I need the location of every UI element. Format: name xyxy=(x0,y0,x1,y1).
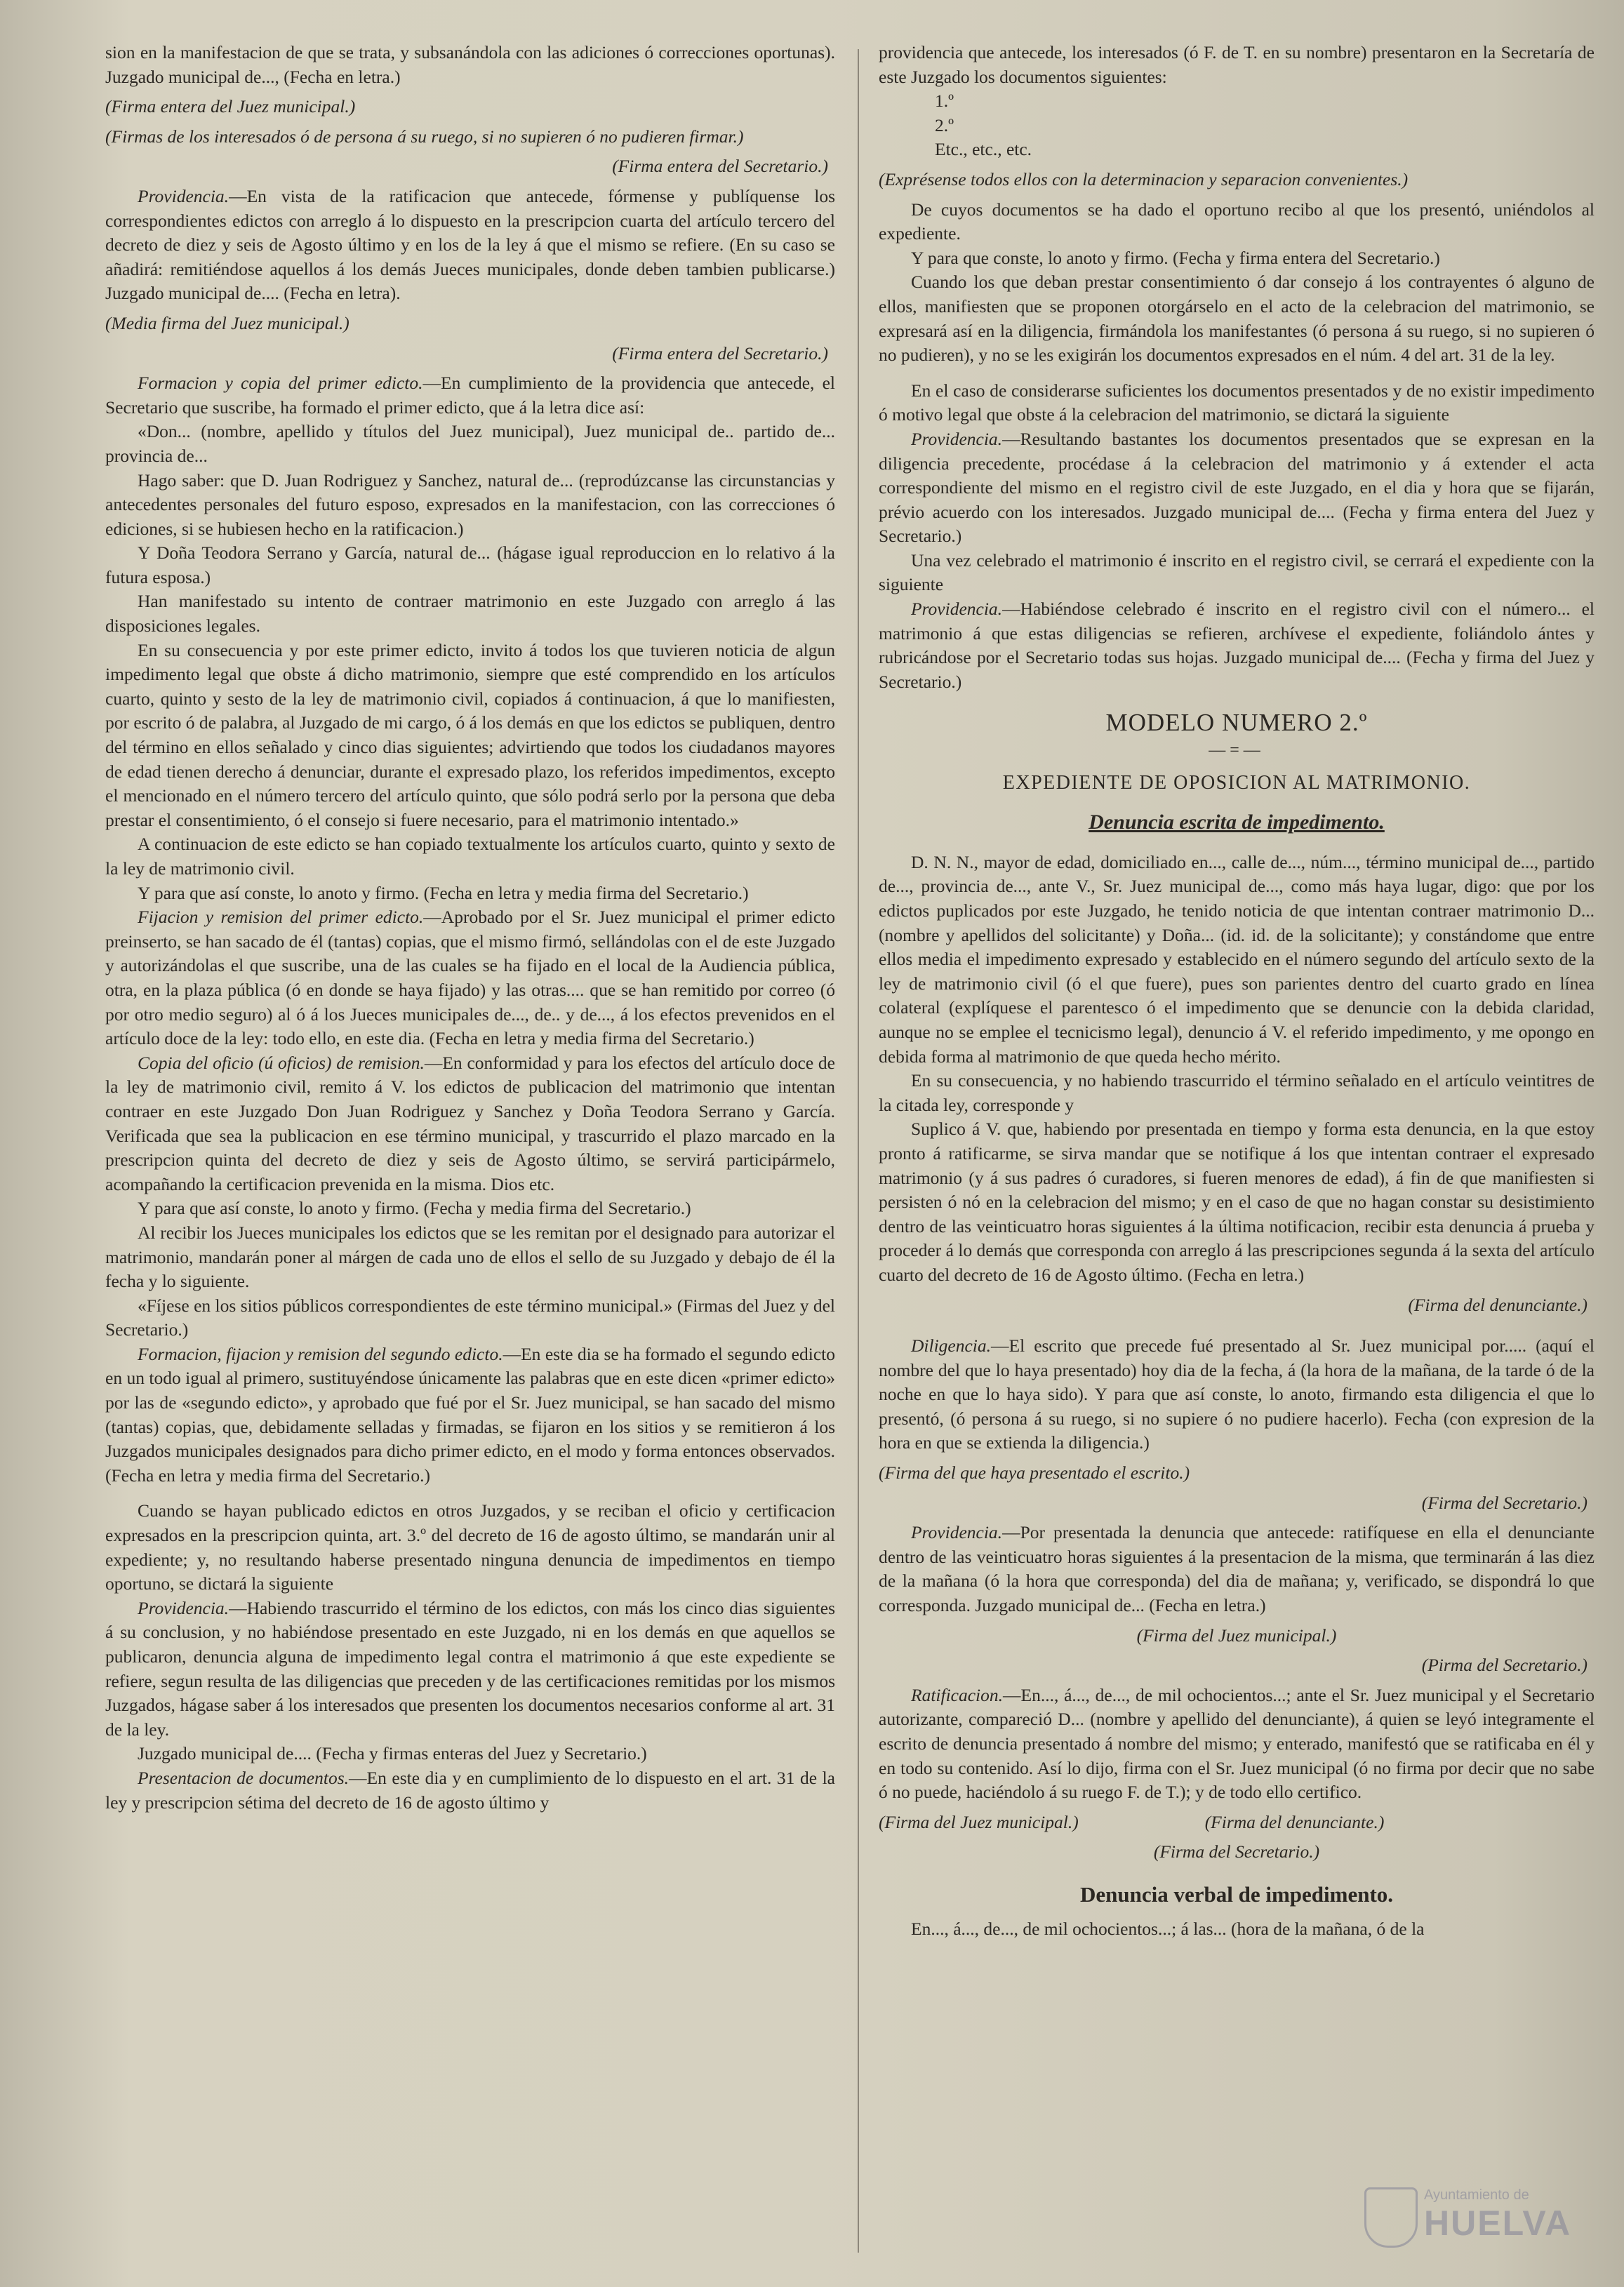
lead-label: Fijacion y remision del primer edicto. xyxy=(138,907,424,928)
title-ornament: —=— xyxy=(1209,741,1265,760)
edict-line: A continuacion de este edicto se han copiado textualmente los artículos cuarto, quinto y sexto de la ley de matrimonio civil. xyxy=(105,834,835,879)
note: (Exprésense todos ellos con la determinacion y separacion convenientes.) xyxy=(879,168,1409,189)
list-item: 2.º xyxy=(935,114,954,135)
edict-line: Y Doña Teodora Serrano y García, natural de... (hágase igual reproduccion en lo relativo á la futura esposa.) xyxy=(105,542,835,587)
signature-parties: (Firmas de los interesados ó de persona á su ruego, si no supieren ó no pudieren firmar.) xyxy=(105,126,744,147)
edict-line: Hago saber: que D. Juan Rodriguez y Sanchez, natural de... (reprodúzcanse las circunstancias y antecedentes personales del futuro esposo, expresados en la manifestacion, con las correcciones ó ediciones, si se hubiesen hecho en la ratificacion.) xyxy=(105,469,835,539)
paragraph-text: —En cumplimiento de la providencia que antecede, el Secretario que suscribe, ha formado el primer edicto, que á la letra dice así: xyxy=(105,373,835,418)
list-item: 1.º xyxy=(935,91,954,112)
sig-judge: (Firma del Juez municipal.) xyxy=(879,1811,1079,1832)
signature-judge: (Firma entera del Juez municipal.) xyxy=(105,96,356,117)
watermark-line-2: HUELVA xyxy=(1424,2203,1572,2243)
paragraph: Juzgado municipal de.... (Fecha y firmas enteras del Juez y Secretario.) xyxy=(138,1743,647,1764)
signature-secretary: (Firma entera del Secretario.) xyxy=(612,156,828,177)
list-item: Etc., etc., etc. xyxy=(935,139,1032,160)
paragraph: Y para que así conste, lo anoto y firmo. (Fecha y media firma del Secretario.) xyxy=(138,1198,691,1219)
paragraph-text: —En este dia se ha formado el segundo edicto en un todo igual al primero, sustituyéndose únicamente las palabras que en este dicen «primer edicto» por las de «segundo edicto», y aprobado que fué por el Sr. Juez municipal, se han sacado del mismo (tantas) copias, que, debidamente selladas y firmadas, se fijaron en los sitios y se remitieron á los Juzgados municipales designados para dicho primer edicto, en el modo y forma entonces observados. (Fecha en letra y media firma del Secretario.) xyxy=(105,1343,835,1486)
paragraph: En el caso de considerarse suficientes los documentos presentados y de no existir impedimento ó motivo legal que obste á la celebracion del matrimonio, se dictará la siguiente xyxy=(879,380,1595,425)
lead-label: Providencia. xyxy=(138,185,229,206)
providencia-5 xyxy=(879,1521,1595,1618)
lead-label: Formacion y copia del primer edicto. xyxy=(138,373,423,394)
paragraph: Cuando los que deban prestar consentimiento ó dar consejo á los contrayentes ó alguno de ellos, manifiesten que se proponen otorgárselo en el acto de la celebracion del matrimonio, se expresará así en la diligencia, firmándola los manifestantes (ó persona á su ruego, si no supieren ó no pudieren), y no se les exigirán los documentos expresados en el núm. 4 del art. 31 de la ley. xyxy=(879,272,1595,366)
signature-secretary: (Firma del Secretario.) xyxy=(1153,1841,1320,1862)
right-column xyxy=(879,41,1595,2259)
paragraph: Y para que conste, lo anoto y firmo. (Fecha y firma entera del Secretario.) xyxy=(911,247,1440,268)
paragraph: Al recibir los Jueces municipales los edictos que se les remitan por el designado para autorizar el matrimonio, mandarán poner al márgen de cada uno de ellos el sello de su Juzgado y debajo de él la fecha y lo siguiente. xyxy=(105,1222,835,1292)
signature-presenter: (Firma del que haya presentado el escrito.) xyxy=(879,1462,1190,1483)
paragraph: Suplico á V. que, habiendo por presentada en tiempo y forma esta denuncia, en la que estoy pronto á ratificarme, se sirva mandar que se notifique á los que intentan contraer el expresado matrimonio (y á sus padres ó curadores, si fueren menores de edad), á fin de que manifiesten si persisten ó nó en la celebracion del mismo; y en el caso de que no hagan constar su desistimiento dentro de las veinticuatro horas siguientes á la última notificacion, recibir esta denuncia á prueba y proceder á lo demás que corresponda con arreglo á las prescripciones segunda á la sexta del artículo cuarto del decreto de 16 de Agosto último. (Fecha en letra.) xyxy=(879,1119,1595,1285)
paragraph-text: —Resultando bastantes los documentos presentados que se expresan en la diligencia precedente, procédase á la celebracion del matrimonio y á extender el acta correspondiente del mismo en el registro civil de este Juzgado, en el dia y hora que se fijarán, prévio acuerdo con los interesados. Juzgado municipal de.... (Fecha y firma entera del Juez y Secretario.) xyxy=(879,428,1595,547)
left-column xyxy=(105,41,835,2259)
sig-denunciante: (Firma del denunciante.) xyxy=(1204,1811,1385,1832)
providencia-3 xyxy=(879,427,1595,549)
paragraph-text: —Por presentada la denuncia que antecede: ratifíquese en ella el denunciante dentro de las veinticuatro horas siguientes á la presentacion de la misma, que terminarán á las diez de la mañana (ó la hora que corresponda) del dia de mañana; y, verificado, se dispondrá lo que corresponda. Juzgado municipal de... (Fecha en letra.) xyxy=(879,1522,1595,1616)
paragraph-text: —Habiéndose celebrado é inscrito en el registro civil con el número... el matrimonio á que estas diligencias se refieren, archívese el expediente, foliándolo ántes y rubricándose por el Secretario todas sus hojas. Juzgado municipal de.... (Fecha y firma del Juez y Secretario.) xyxy=(879,599,1595,692)
segundo-edicto xyxy=(105,1342,835,1488)
lead-label: Providencia. xyxy=(911,428,1003,449)
paragraph: En su consecuencia, y no habiendo trascurrido el término señalado en el artículo veintitres de la citada ley, corresponde y xyxy=(879,1070,1595,1115)
paragraph-text: —El escrito que precede fué presentado al Sr. Juez municipal por..... (aquí el nombre del que lo haya presentado) hoy dia de la fecha, á (la hora de la mañana, de la tarde ó de la noche en que lo haya sido). Y para que así conste, lo anoto, firmando esta diligencia el que lo presentó, (ó persona á su ruego, si no supiere ó no pudiere hacerlo). Fecha (con expresion de la hora en que se extienda la diligencia.) xyxy=(879,1335,1595,1453)
signature-secretary: (Firma entera del Secretario.) xyxy=(612,342,828,364)
paragraph: D. N. N., mayor de edad, domiciliado en..., calle de..., núm..., término municipal de..., partido de..., provincia de..., ante V., Sr. Juez municipal de..., como más haya lugar, digo: que por los edictos puplicados por este Juzgado, he tenido noticia de que intentan contraer matrimonio D... (nombre y apellidos del solicitante) y Doña... (id. id. de la solicitante); y constándome que entre ellos media el impedimento expresado y establecido en el número segundo del artículo sexto de la ley de matrimonio civil (ó el que fuere), pues son parientes dentro del cuarto grado en línea colateral (explíquese el parentesco ó el impedimento que se denuncie con la debida claridad, aunque no se emplee el tecnicismo legal), denuncio á V. el referido impedimento, y me opongo en debida forma al matrimonio de que queda hecho mérito. xyxy=(879,851,1595,1067)
signature-secretary: (Pirma del Secretario.) xyxy=(1421,1655,1588,1676)
paragraph-text: —En este dia y en cumplimiento de lo dispuesto en el art. 31 de la ley y prescripcion sétima del decreto de 16 de agosto último y xyxy=(105,1767,835,1813)
section-heading-verbal: Denuncia verbal de impedimento. xyxy=(1079,1881,1394,1907)
formacion-primer-edicto xyxy=(105,371,835,420)
lead-label: Diligencia. xyxy=(911,1335,992,1356)
paragraph: Cuando se hayan publicado edictos en otros Juzgados, y se reciban el oficio y certificacion expresados en la prescripcion quinta, art. 3.º del decreto de 16 de agosto último, se mandarán unir al expediente; y, no resultando haberse presentado ninguna denuncia de impedimentos en tiempo oportuno, se dictará la siguiente xyxy=(105,1500,835,1594)
paragraph-text: —En vista de la ratificacion que antecede, fórmense y publíquense los correspondientes edictos con arreglo á lo dispuesto en la prescripcion cuarta del artículo tercero del decreto de diez y seis de Agosto último y en los de la ley á que el mismo se refiere. (En su caso se añadirá: remitiéndose aquellos á los demás Jueces municipales, donde deben tambien publicarse.) Juzgado municipal de.... (Fecha en letra). xyxy=(105,185,835,304)
paragraph-text: —Habiendo trascurrido el término de los edictos, con más los cinco dias siguientes á su conclusion, y no habiéndose presentado en este Juzgado, ni en los demás en que aquellos se publicaron, denuncia alguna de impedimento legal contra el matrimonio á que este expediente se refiere, segun resulta de las diligencias que preceden y de las certificaciones remitidas por los mismos Juzgados, hágase saber á los interesados que presenten los documentos necesarios conforme al art. 31 de la ley. xyxy=(105,1597,835,1740)
model-title: MODELO NUMERO 2.º xyxy=(1105,709,1368,737)
watermark-line-1: Ayuntamiento de xyxy=(1424,2187,1529,2203)
edict-line: «Don... (nombre, apellido y títulos del Juez municipal), Juez municipal de.. partido de... provincia de... xyxy=(105,421,835,466)
lead-label: Presentacion de documentos. xyxy=(138,1767,349,1788)
providencia-1 xyxy=(105,185,835,306)
lead-label: Ratificacion. xyxy=(911,1684,1004,1705)
edict-line: Y para que así conste, lo anoto y firmo. (Fecha en letra y media firma del Secretario.) xyxy=(138,882,749,903)
lead-label: Providencia. xyxy=(138,1597,229,1618)
paragraph-text: —En conformidad y para los efectos del artículo doce de la ley de matrimonio civil, remito á V. los edictos de publicacion del matrimonio que intentan contraer en este Juzgado Don Juan Rodriguez y Sanchez y Doña Teodora Serrano y García. Verificada que sea la publicacion en ese término municipal, y trascurrido el plazo marcado en la prescripcion quinta del decreto de diez y seis de Agosto último, se servirá participármelo, acompañando la certificacion prevenida en la misma. Dios etc. xyxy=(105,1052,835,1194)
signature-secretary: (Firma del Secretario.) xyxy=(1421,1492,1588,1513)
providencia-4 xyxy=(879,597,1595,694)
presentacion-documentos xyxy=(105,1766,835,1815)
paragraph: En..., á..., de..., de mil ochocientos...; á las... (hora de la mañana, ó de la xyxy=(911,1918,1425,1939)
fijacion-primer-edicto xyxy=(105,905,835,1051)
paragraph-text: —Aprobado por el Sr. Juez municipal el primer edicto preinserto, se han sacado de él (tantas) copias, que el mismo firmó, sellándolas con el de este Juzgado y autorizándolas el que suscribe, una de las cuales se ha fijado en el local de la Audiencia pública, otra, en la plaza pública (ó en donde se haya fijado) y las otras.... que se han remitido por correo (ó por otro medio seguro) al ó á los Jueces municipales de..., de.. y de..., á los efectos prevenidos en el artículo doce de la ley: todo ello, en este dia. (Fecha en letra y media firma del Secretario.) xyxy=(105,907,835,1049)
copia-oficio xyxy=(105,1051,835,1197)
archive-watermark xyxy=(1364,2182,1575,2245)
signature-judge: (Firma del Juez municipal.) xyxy=(1136,1625,1337,1646)
lead-label: Providencia. xyxy=(911,1522,1003,1543)
paragraph-text: —En..., á..., de..., de mil ochocientos...; ante el Sr. Juez municipal y el Secretario autorizante, compareció D... (nombre y apellido del denunciante), á quien se leyó integramente el escrito de denuncia presentado á nombre del mismo; y enterado, manifestó que se ratificaba en él y en todo su contenido. Así lo dijo, firma con el Sr. Juez municipal (ó no firma por decir que no sabe ó no puede, haciéndolo á su ruego F. de T.); y de todo ello certifico. xyxy=(879,1684,1595,1803)
paragraph: providencia que antecede, los interesados (ó F. de T. en su nombre) presentaron en la Secretaría de este Juzgado los documentos siguientes: xyxy=(879,42,1595,87)
lead-label: Copia del oficio (ú oficios) de remision. xyxy=(138,1052,425,1073)
section-heading: Denuncia escrita de impedimento. xyxy=(1089,811,1385,834)
paragraph: De cuyos documentos se ha dado el oportuno recibo al que los presentó, uniéndolos al expediente. xyxy=(879,199,1595,244)
diligencia xyxy=(879,1334,1595,1455)
model-subtitle: EXPEDIENTE DE OPOSICION AL MATRIMONIO. xyxy=(1002,771,1471,794)
crest-icon xyxy=(1364,2187,1418,2248)
paragraph: «Fíjese en los sitios públicos correspondientes de este término municipal.» (Firmas del Juez y del Secretario.) xyxy=(105,1295,835,1340)
edict-line: Han manifestado su intento de contraer matrimonio en este Juzgado con arreglo á las disposiciones legales. xyxy=(105,591,835,636)
signature-judge xyxy=(879,1811,1595,1835)
edict-line: En su consecuencia y por este primer edicto, invito á todos los que tuvieren noticia de algun impedimento legal que obste á dicho matrimonio, siempre que esté comprendido en los artículos cuarto, quinto y sesto de la ley de matrimonio civil, copiados á continuacion, á que lo manifiesten, por escrito ó de palabra, al Juzgado de mi cargo, ó á los demás en que los edictos se publiquen, dentro del término en ellos señalado y cinco dias siguientes; advirtiendo que todos los ciudadanos mayores de edad tienen derecho á denunciar, durante el expresado plazo, los referidos impedimentos, excepto el mencionado en el número tercero del artículo quinto, que sólo podrá serlo por la persona que deba prestar el consentimiento, ó el consejo si fuere necesario, para el matrimonio intentado.» xyxy=(105,639,835,830)
lead-label: Providencia. xyxy=(911,599,1003,620)
signature-denunciante: (Firma del denunciante.) xyxy=(1408,1294,1588,1315)
signature-judge-half: (Media firma del Juez municipal.) xyxy=(105,312,350,333)
ratificacion xyxy=(879,1683,1595,1805)
paragraph: sion en la manifestacion de que se trata, y subsanándola con las adiciones ó correcciones oportunas). Juzgado municipal de..., (Fecha en letra.) xyxy=(105,42,835,87)
paragraph: Una vez celebrado el matrimonio é inscrito en el registro civil, se cerrará el expediente con la siguiente xyxy=(879,549,1595,595)
providencia-2 xyxy=(105,1596,835,1742)
lead-label: Formacion, fijacion y remision del segundo edicto. xyxy=(138,1343,503,1364)
column-divider xyxy=(858,49,859,2253)
